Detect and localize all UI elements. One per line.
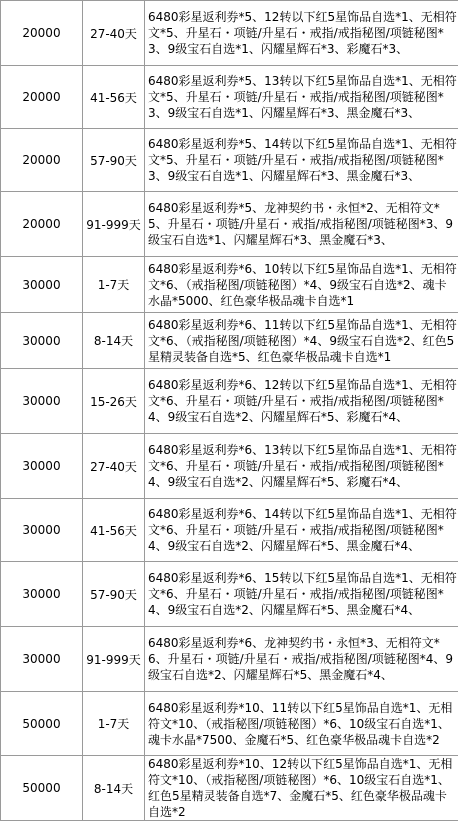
days-cell: 91-999天 bbox=[83, 627, 145, 692]
days-cell: 41-56天 bbox=[83, 499, 145, 562]
amount-cell: 30000 bbox=[1, 627, 83, 692]
reward-cell: 6480彩星返利券*6、10转以下红5星饰品自选*1、无相符文*6、（戒指秘图/项链秘图）*4、9级宝石自选*2、魂卡水晶*5000、红色豪华极品魂卡自选*1 bbox=[145, 257, 458, 313]
days-cell: 41-56天 bbox=[83, 66, 145, 129]
reward-cell: 6480彩星返利券*10、12转以下红5星饰品自选*1、无相符文*10、（戒指秘图/项链秘图）*6、10级宝石自选*1、红色5星精灵装备自选*7、金魔石*5、红色豪华极品魂卡自选*2 bbox=[145, 756, 458, 821]
reward-cell: 6480彩星返利券*6、11转以下红5星饰品自选*1、无相符文*6、（戒指秘图/项链秘图）*4、9级宝石自选*2、红色5星精灵装备自选*5、红色豪华极品魂卡自选*1 bbox=[145, 313, 458, 369]
table-row bbox=[1, 434, 458, 499]
days-cell: 57-90天 bbox=[83, 129, 145, 192]
reward-cell: 6480彩星返利券*5、14转以下红5星饰品自选*1、无相符文*5、升星石・项链/升星石・戒指/戒指秘图/项链秘图*3、9级宝石自选*1、闪耀星辉石*3、黑金魔石*3、 bbox=[145, 129, 458, 192]
reward-cell: 6480彩星返利券*10、11转以下红5星饰品自选*1、无相符文*10、（戒指秘图/项链秘图）*6、10级宝石自选*1、魂卡水晶*7500、金魔石*5、红色豪华极品魂卡自选*2 bbox=[145, 692, 458, 756]
days-cell: 91-999天 bbox=[83, 192, 145, 257]
amount-cell: 20000 bbox=[1, 129, 83, 192]
days-cell: 27-40天 bbox=[83, 434, 145, 499]
reward-cell: 6480彩星返利券*6、13转以下红5星饰品自选*1、无相符文*6、升星石・项链/升星石・戒指/戒指秘图/项链秘图*4、9级宝石自选*2、闪耀星辉石*5、彩魔石*4、 bbox=[145, 434, 458, 499]
table-row bbox=[1, 627, 458, 692]
table-row bbox=[1, 1, 458, 66]
days-cell: 57-90天 bbox=[83, 562, 145, 627]
amount-cell: 20000 bbox=[1, 192, 83, 257]
reward-cell: 6480彩星返利券*5、13转以下红5星饰品自选*1、无相符文*5、升星石・项链/升星石・戒指/戒指秘图/项链秘图*3、9级宝石自选*1、闪耀星辉石*3、黑金魔石*3、 bbox=[145, 66, 458, 129]
reward-table-body bbox=[1, 1, 458, 821]
amount-cell: 20000 bbox=[1, 66, 83, 129]
amount-cell: 50000 bbox=[1, 692, 83, 756]
table-row bbox=[1, 369, 458, 434]
reward-cell: 6480彩星返利券*5、龙神契约书・永恒*2、无相符文*5、升星石・项链/升星石・戒指/戒指秘图/项链秘图*3、9级宝石自选*1、闪耀星辉石*3、黑金魔石*3、 bbox=[145, 192, 458, 257]
amount-cell: 20000 bbox=[1, 1, 83, 66]
table-row bbox=[1, 692, 458, 756]
reward-cell: 6480彩星返利券*6、龙神契约书・永恒*3、无相符文*6、升星石・项链/升星石・戒指/戒指秘图/项链秘图*4、9级宝石自选*2、闪耀星辉石*5、黑金魔石*4、 bbox=[145, 627, 458, 692]
amount-cell: 30000 bbox=[1, 562, 83, 627]
days-cell: 27-40天 bbox=[83, 1, 145, 66]
table-row bbox=[1, 66, 458, 129]
amount-cell: 30000 bbox=[1, 257, 83, 313]
reward-cell: 6480彩星返利券*5、12转以下红5星饰品自选*1、无相符文*5、升星石・项链/升星石・戒指/戒指秘图/项链秘图*3、9级宝石自选*1、闪耀星辉石*3、彩魔石*3、 bbox=[145, 1, 458, 66]
table-row bbox=[1, 129, 458, 192]
table-row bbox=[1, 313, 458, 369]
table-row bbox=[1, 756, 458, 821]
reward-cell: 6480彩星返利券*6、14转以下红5星饰品自选*1、无相符文*6、升星石・项链/升星石・戒指/戒指秘图/项链秘图*4、9级宝石自选*2、闪耀星辉石*5、黑金魔石*4、 bbox=[145, 499, 458, 562]
amount-cell: 30000 bbox=[1, 369, 83, 434]
table-row bbox=[1, 499, 458, 562]
table-row bbox=[1, 562, 458, 627]
table-row bbox=[1, 257, 458, 313]
table-row bbox=[1, 192, 458, 257]
days-cell: 8-14天 bbox=[83, 313, 145, 369]
reward-cell: 6480彩星返利券*6、12转以下红5星饰品自选*1、无相符文*6、升星石・项链/升星石・戒指/戒指秘图/项链秘图*4、9级宝石自选*2、闪耀星辉石*5、彩魔石*4、 bbox=[145, 369, 458, 434]
days-cell: 1-7天 bbox=[83, 257, 145, 313]
amount-cell: 30000 bbox=[1, 499, 83, 562]
amount-cell: 30000 bbox=[1, 434, 83, 499]
days-cell: 1-7天 bbox=[83, 692, 145, 756]
reward-cell: 6480彩星返利券*6、15转以下红5星饰品自选*1、无相符文*6、升星石・项链/升星石・戒指/戒指秘图/项链秘图*4、9级宝石自选*2、闪耀星辉石*5、黑金魔石*4、 bbox=[145, 562, 458, 627]
amount-cell: 50000 bbox=[1, 756, 83, 821]
days-cell: 8-14天 bbox=[83, 756, 145, 821]
days-cell: 15-26天 bbox=[83, 369, 145, 434]
amount-cell: 30000 bbox=[1, 313, 83, 369]
